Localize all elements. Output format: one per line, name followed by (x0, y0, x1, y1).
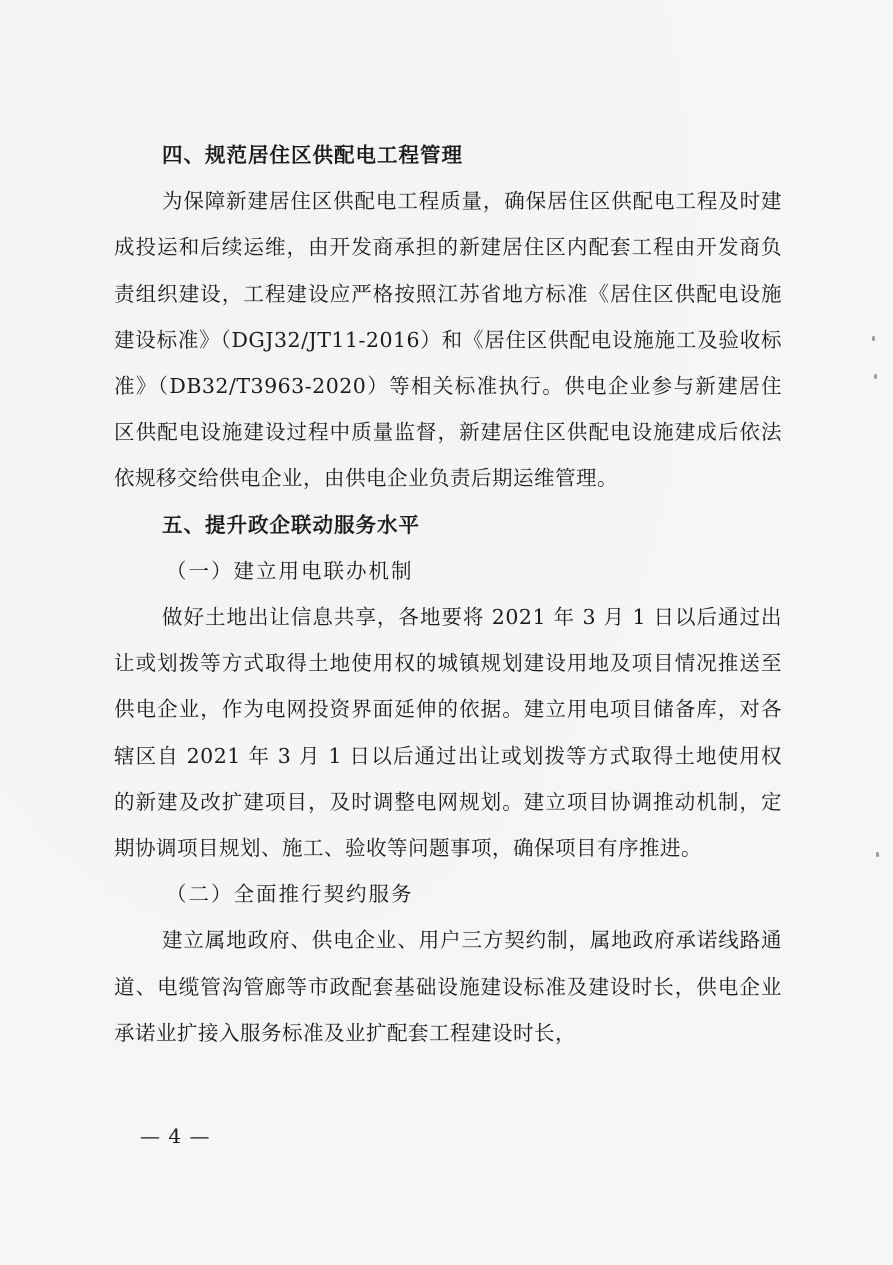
document-body (114, 136, 782, 1060)
section-4-paragraph: 为保障新建居住区供配电工程质量，确保居住区供配电工程及时建成投运和后续运维，由开发商承担的新建居住区内配套工程由开发商负责组织建设，工程建设应严格按照江苏省地方标准《居住区供配电设施建设标准》（DGJ32/JT11-2016）和《居住区供配电设施施工及验收标准》（DB32/T3963-2020）等相关标准执行。供电企业参与新建居住区供配电设施建设过程中质量监督，新建居住区供配电设施建成后依法依规移交给供电企业，由供电企业负责后期运维管理。 (114, 189, 782, 491)
scan-speck (874, 374, 877, 379)
subsection-2-paragraph: 建立属地政府、供电企业、用户三方契约制，属地政府承诺线路通道、电缆管沟管廊等市政配套基础设施建设标准及建设时长，供电企业承诺业扩接入服务标准及业扩配套工程建设时长， (114, 928, 782, 1045)
page-number: — 4 — (140, 1124, 211, 1148)
subsection-1-paragraph: 做好土地出让信息共享，各地要将 2021 年 3 月 1 日以后通过出让或划拨等方式取得土地使用权的城镇规划建设用地及项目情况推送至供电企业，作为电网投资界面延伸的依据。建立用电项目储备库，对各辖区自 2021 年 3 月 1 日以后通过出让或划拨等方式取得土地使用权的新建及改扩建项目，及时调整电网规划。建立项目协调推动机制，定期协调项目规划、施工、验收等问题事项，确保项目有序推进。 (114, 604, 782, 860)
scan-speck (872, 336, 875, 341)
subsection-heading-2: （二）全面推行契约服务 (166, 882, 414, 907)
section-heading-4: 四、规范居住区供配电工程管理 (162, 143, 463, 167)
section-heading-5: 五、提升政企联动服务水平 (162, 512, 420, 537)
subsection-heading-1: （一）建立用电联办机制 (166, 558, 414, 583)
scan-speck (876, 852, 879, 857)
